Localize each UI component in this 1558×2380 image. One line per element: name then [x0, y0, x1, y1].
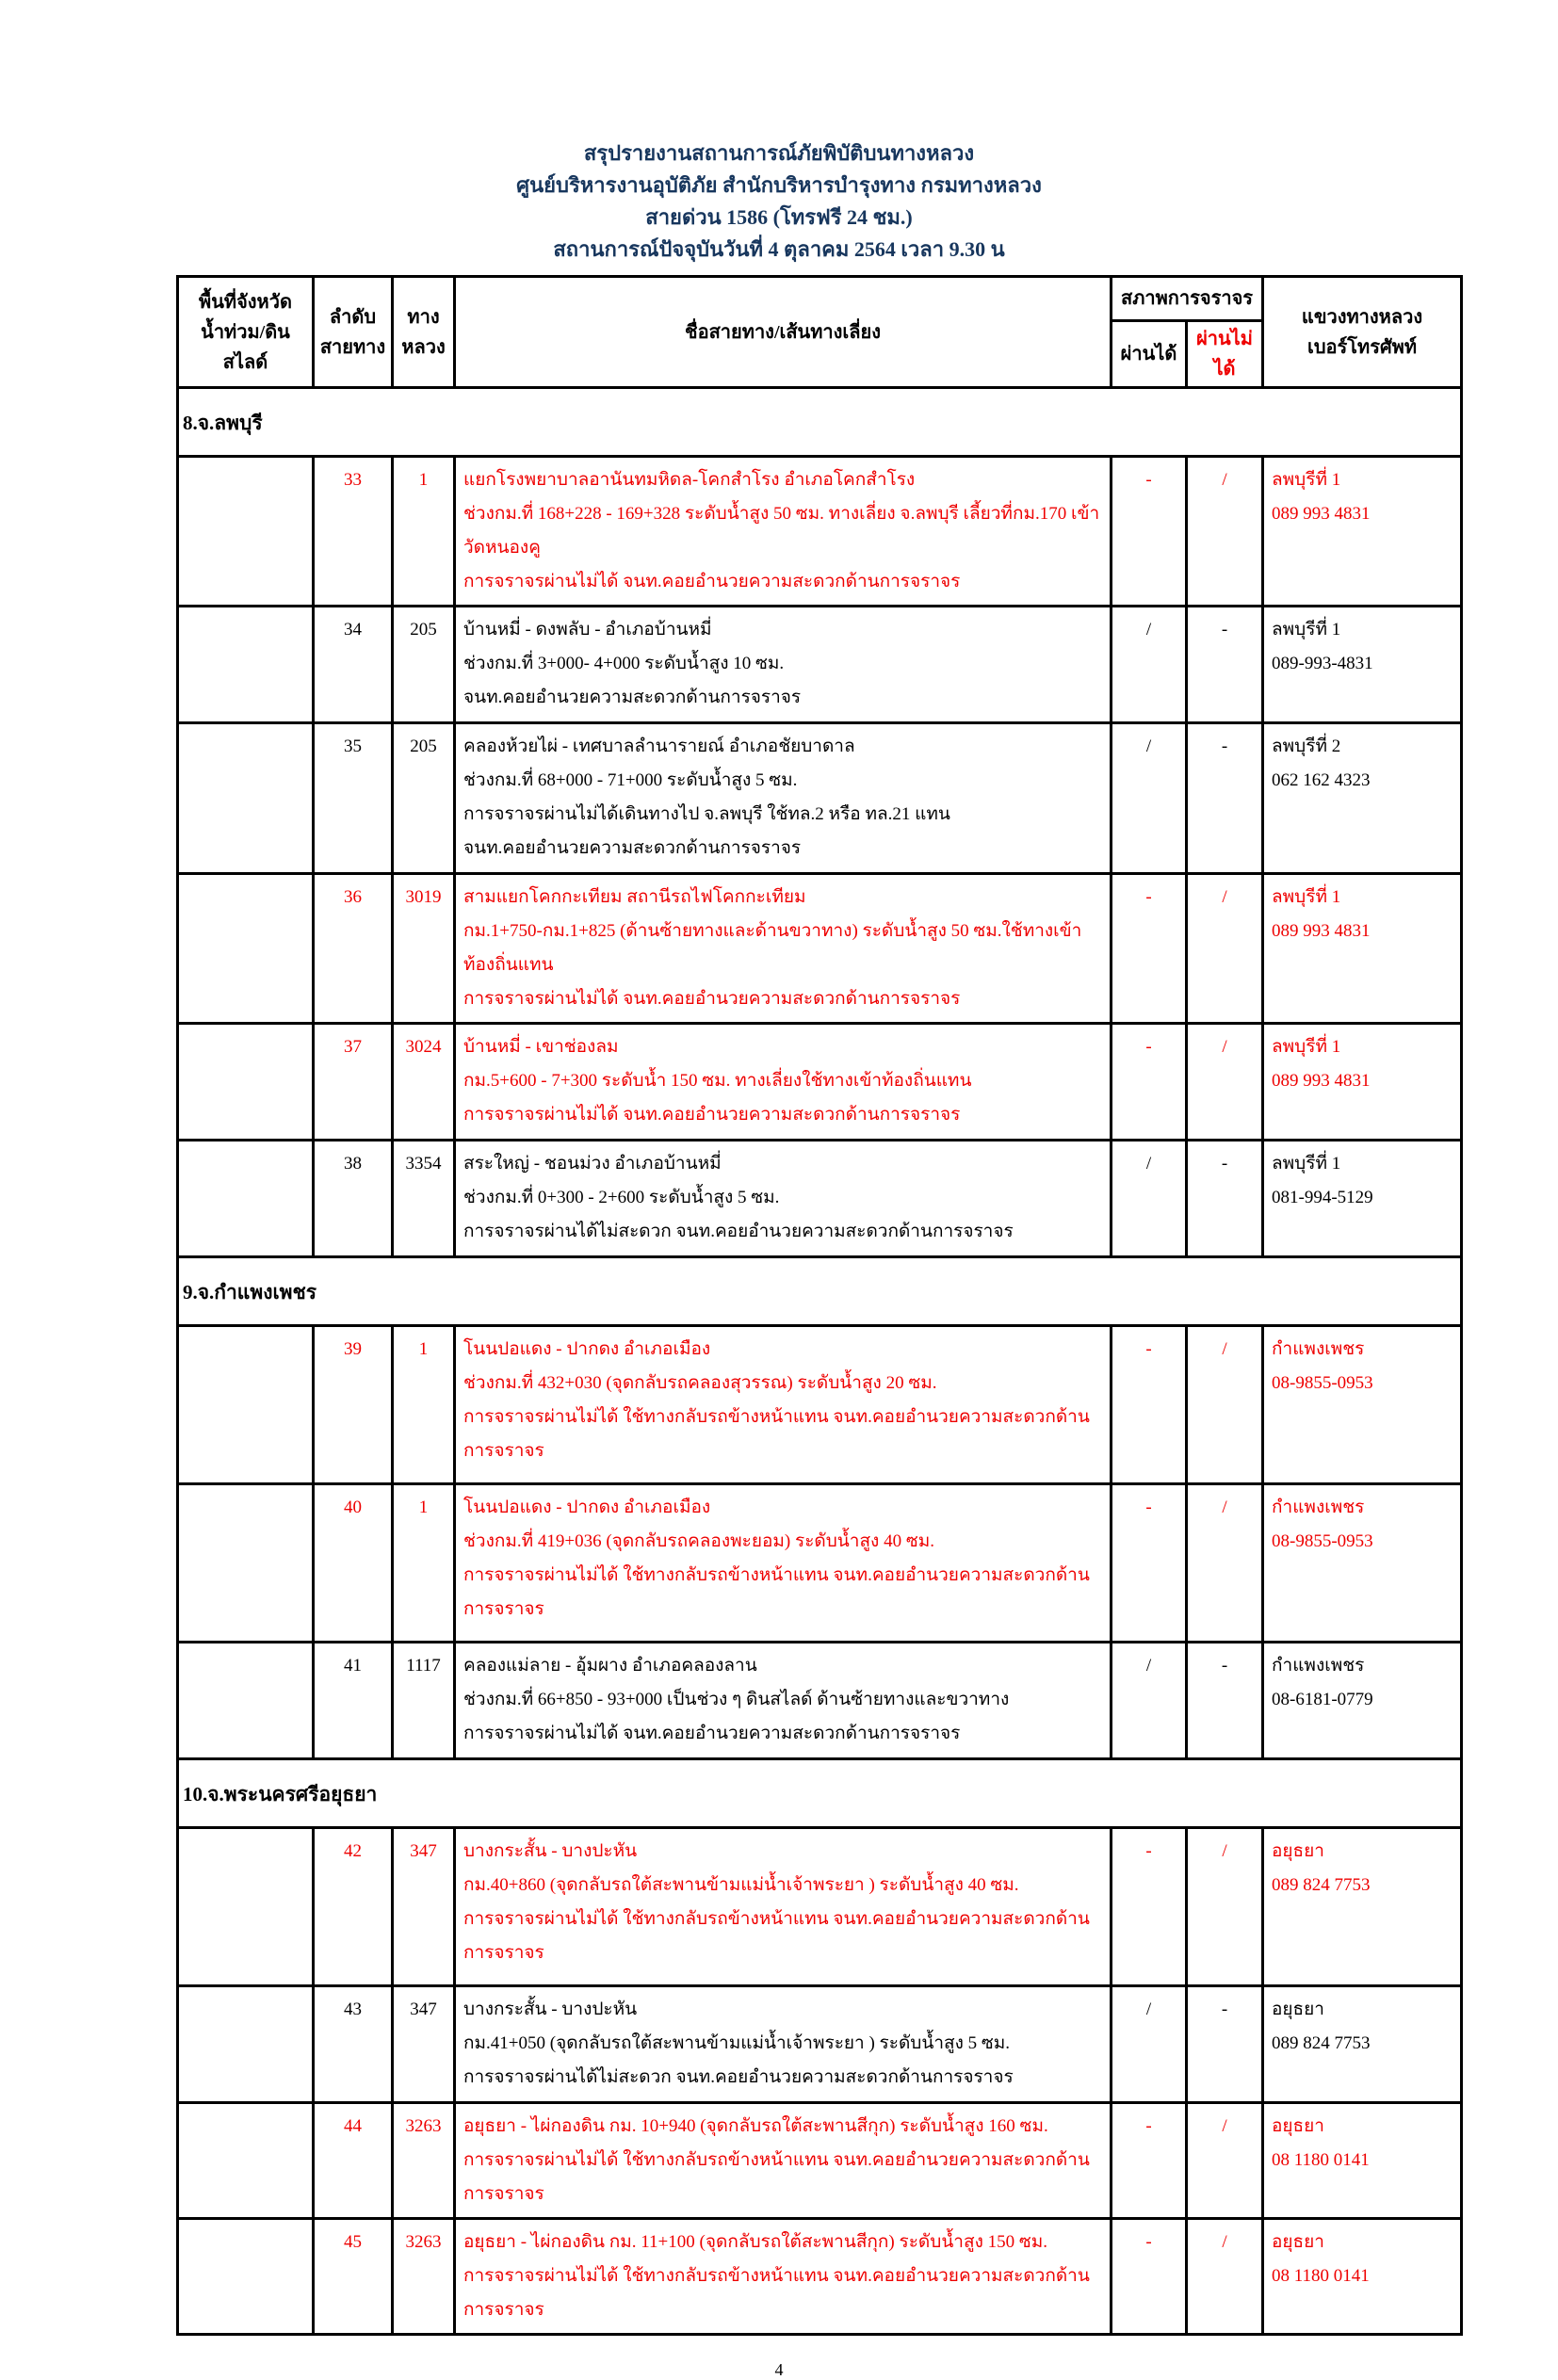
district-cell	[1263, 2103, 1462, 2219]
table-row	[178, 1484, 1462, 1643]
sequence-cell	[314, 1326, 393, 1484]
route-line: บางกระสั้น - บางปะหัน	[463, 2000, 638, 2019]
col-header-traffic-group: สภาพการจราจร	[1112, 277, 1263, 321]
passable-mark: -	[1145, 1037, 1152, 1057]
district-name: กำแพงเพชร	[1272, 1656, 1365, 1676]
sequence-number: 36	[344, 887, 362, 907]
table-row	[178, 1828, 1462, 1986]
sequence-number: 39	[344, 1339, 362, 1359]
route-line: การจราจรผ่านได้ไม่สะดวก จนท.คอยอำนวยความสะดวกด้านการจราจร	[463, 2067, 1014, 2087]
district-cell	[1263, 1643, 1462, 1759]
route-line: การจราจรผ่านไม่ได้ จนท.คอยอำนวยความสะดวกด้านการจราจร	[463, 989, 961, 1009]
route-cell	[455, 874, 1112, 1024]
not-passable-cell	[1187, 874, 1263, 1024]
passable-cell	[1112, 1326, 1187, 1484]
passable-cell	[1112, 1986, 1187, 2103]
route-line: กม.41+050 (จุดกลับรถใต้สะพานข้ามแม่น้ำเจ้าพระยา ) ระดับน้ำสูง 5 ซม.	[463, 2033, 1011, 2053]
route-line: การจราจรผ่านไม่ได้ จนท.คอยอำนวยความสะดวกด้านการจราจร	[463, 1105, 961, 1125]
passable-cell	[1112, 607, 1187, 723]
route-line: ช่วงกม.ที่ 432+030 (จุดกลับรถคลองสุวรรณ) ระดับน้ำสูง 20 ซม.	[463, 1373, 937, 1393]
route-line: ช่วงกม.ที่ 419+036 (จุดกลับรถคลองพะยอม) ระดับน้ำสูง 40 ซม.	[463, 1531, 935, 1551]
district-name: ลพบุรีที่ 2	[1272, 737, 1341, 756]
route-line: อยุธยา - ไผ่กองดิน กม. 10+940 (จุดกลับรถใต้สะพานสีกุก) ระดับน้ำสูง 160 ซม.	[463, 2116, 1048, 2136]
col-header-seq	[314, 277, 393, 388]
highway-number: 205	[410, 620, 437, 640]
sequence-number: 35	[344, 737, 362, 756]
passable-cell	[1112, 1643, 1187, 1759]
route-line: กม.40+860 (จุดกลับรถใต้สะพานข้ามแม่น้ำเจ้าพระยา ) ระดับน้ำสูง 40 ซม.	[463, 1875, 1019, 1895]
district-name: ลพบุรีที่ 1	[1272, 887, 1341, 907]
highway-number: 347	[410, 1841, 437, 1861]
district-phone: 089-993-4831	[1272, 654, 1373, 673]
province-section-title: 10.จ.พระนครศรีอยุธยา	[178, 1759, 1462, 1828]
area-cell	[178, 457, 314, 607]
sequence-number: 43	[344, 2000, 362, 2019]
route-line: บางกระสั้น - บางปะหัน	[463, 1841, 638, 1861]
province-section-title: 8.จ.ลพบุรี	[178, 388, 1462, 457]
passable-cell	[1112, 1141, 1187, 1257]
area-cell	[178, 1024, 314, 1141]
sequence-cell	[314, 2219, 393, 2335]
col-header-seq-line2: สายทาง	[319, 336, 386, 358]
table-row	[178, 2103, 1462, 2219]
highway-cell	[393, 1986, 455, 2103]
route-line: สระใหญ่ - ชอนม่วง อำเภอบ้านหมี่	[463, 1154, 722, 1174]
highway-number: 1117	[406, 1656, 441, 1676]
highway-cell	[393, 1828, 455, 1986]
report-title: สรุปรายงานสถานการณ์ภัยพิบัติบนทางหลวง	[583, 141, 975, 165]
col-header-area-line1: พื้นที่จังหวัด	[199, 291, 292, 313]
report-hotline: สายด่วน 1586 (โทรฟรี 24 ชม.)	[645, 205, 913, 229]
passable-cell	[1112, 457, 1187, 607]
table-row	[178, 457, 1462, 607]
route-line: แยกโรงพยาบาลอานันทมหิดล-โคกสำโรง อำเภอโคกสำโรง	[463, 470, 916, 490]
col-header-route: ชื่อสายทาง/เส้นทางเลี่ยง	[455, 277, 1112, 388]
table-row	[178, 1986, 1462, 2103]
area-cell	[178, 1986, 314, 2103]
passable-mark: /	[1145, 1656, 1152, 1676]
passable-cell	[1112, 2103, 1187, 2219]
area-cell	[178, 607, 314, 723]
route-line: ช่วงกม.ที่ 3+000- 4+000 ระดับน้ำสูง 10 ซม.	[463, 654, 785, 673]
highway-cell	[393, 1141, 455, 1257]
col-header-highway-line1: ทาง	[407, 306, 440, 328]
table-row	[178, 723, 1462, 874]
route-line: จนท.คอยอำนวยความสะดวกด้านการจราจร	[463, 688, 802, 707]
district-cell	[1263, 1484, 1462, 1643]
report-datetime: สถานการณ์ปัจจุบันวันที่ 4 ตุลาคม 2564 เวลา 9.30 น	[553, 237, 1005, 261]
report-subtitle-agency: ศูนย์บริหารงานอุบัติภัย สำนักบริหารบำรุงทาง กรมทางหลวง	[516, 173, 1042, 197]
not-passable-cell	[1187, 1141, 1263, 1257]
not-passable-mark: /	[1222, 470, 1227, 490]
route-cell	[455, 1024, 1112, 1141]
district-name: ลพบุรีที่ 1	[1272, 620, 1341, 640]
not-passable-cell	[1187, 723, 1263, 874]
passable-cell	[1112, 874, 1187, 1024]
area-cell	[178, 2219, 314, 2335]
district-phone: 08-6181-0779	[1272, 1690, 1373, 1709]
passable-mark: /	[1145, 737, 1152, 756]
province-section-row	[178, 1257, 1462, 1326]
district-name: อยุธยา	[1272, 2116, 1324, 2136]
district-cell	[1263, 1326, 1462, 1484]
highway-cell	[393, 1484, 455, 1643]
route-line: โนนปอแดง - ปากดง อำเภอเมือง	[463, 1498, 711, 1517]
district-name: อยุธยา	[1272, 2232, 1324, 2252]
col-header-highway	[393, 277, 455, 388]
sequence-number: 37	[344, 1037, 362, 1057]
not-passable-mark: /	[1222, 1037, 1227, 1057]
not-passable-mark: -	[1221, 737, 1228, 756]
province-section-title: 9.จ.กำแพงเพชร	[178, 1257, 1462, 1326]
not-passable-mark: /	[1222, 887, 1227, 907]
area-cell	[178, 1141, 314, 1257]
district-phone: 081-994-5129	[1272, 1188, 1373, 1207]
route-line: การจราจรผ่านไม่ได้เดินทางไป จ.ลพบุรี ใช้ทล.2 หรือ ทล.21 แทน	[463, 804, 950, 824]
table-body	[178, 388, 1462, 2335]
highway-number: 3263	[405, 2232, 442, 2252]
district-phone: 089 993 4831	[1272, 504, 1371, 524]
route-line: อยุธยา - ไผ่กองดิน กม. 11+100 (จุดกลับรถใต้สะพานสีกุก) ระดับน้ำสูง 150 ซม.	[463, 2232, 1048, 2252]
passable-cell	[1112, 723, 1187, 874]
page-number: 4	[774, 2360, 784, 2379]
route-cell	[455, 723, 1112, 874]
district-cell	[1263, 457, 1462, 607]
highway-number: 1	[418, 1339, 429, 1359]
sequence-cell	[314, 457, 393, 607]
district-name: ลพบุรีที่ 1	[1272, 1037, 1341, 1057]
col-header-area-line2: น้ำท่วม/ดินสไลด์	[201, 321, 290, 373]
highway-cell	[393, 874, 455, 1024]
district-phone: 08-9855-0953	[1272, 1373, 1373, 1393]
route-line: การจราจรผ่านไม่ได้ ใช้ทางกลับรถข้างหน้าแทน จนท.คอยอำนวยความสะดวกด้านการจราจร	[463, 1565, 1090, 1619]
district-phone: 062 162 4323	[1272, 770, 1371, 790]
route-cell	[455, 1643, 1112, 1759]
highway-cell	[393, 607, 455, 723]
not-passable-mark: /	[1222, 2116, 1227, 2136]
not-passable-cell	[1187, 1986, 1263, 2103]
route-line: บ้านหมี่ - เขาช่องลม	[463, 1037, 619, 1057]
sequence-cell	[314, 1484, 393, 1643]
sequence-cell	[314, 1986, 393, 2103]
district-name: กำแพงเพชร	[1272, 1498, 1365, 1517]
route-line: การจราจรผ่านไม่ได้ จนท.คอยอำนวยความสะดวกด้านการจราจร	[463, 572, 961, 591]
highway-number: 347	[410, 2000, 437, 2019]
table-row	[178, 1141, 1462, 1257]
district-phone: 089 824 7753	[1272, 2033, 1371, 2053]
report-table	[176, 275, 1463, 2336]
highway-cell	[393, 1024, 455, 1141]
highway-cell	[393, 1326, 455, 1484]
table-header	[178, 277, 1462, 388]
sequence-cell	[314, 1141, 393, 1257]
route-line: ช่วงกม.ที่ 168+228 - 169+328 ระดับน้ำสูง 50 ซม. ทางเลี่ยง จ.ลพบุรี เลี้ยวที่กม.170 เข้าวัดหนองคู	[463, 504, 1100, 558]
table-row	[178, 1326, 1462, 1484]
district-cell	[1263, 723, 1462, 874]
district-cell	[1263, 2219, 1462, 2335]
route-line: โนนปอแดง - ปากดง อำเภอเมือง	[463, 1339, 711, 1359]
not-passable-mark: -	[1221, 620, 1228, 640]
not-passable-cell	[1187, 1484, 1263, 1643]
col-header-seq-line1: ลำดับ	[329, 306, 377, 328]
sequence-cell	[314, 1828, 393, 1986]
route-line: คลองแม่ลาย - อุ้มผาง อำเภอคลองลาน	[463, 1656, 757, 1676]
province-section-row	[178, 388, 1462, 457]
not-passable-mark: /	[1222, 1841, 1227, 1861]
col-header-district-line2: เบอร์โทรศัพท์	[1307, 336, 1418, 358]
not-passable-mark: -	[1221, 2000, 1228, 2019]
district-phone: 089 993 4831	[1272, 921, 1371, 941]
district-cell	[1263, 1986, 1462, 2103]
passable-cell	[1112, 2219, 1187, 2335]
area-cell	[178, 723, 314, 874]
area-cell	[178, 2103, 314, 2219]
sequence-number: 34	[344, 620, 362, 640]
sequence-cell	[314, 874, 393, 1024]
district-name: อยุธยา	[1272, 2000, 1324, 2019]
passable-mark: -	[1145, 2232, 1152, 2252]
highway-number: 3024	[405, 1037, 442, 1057]
province-section-row	[178, 1759, 1462, 1828]
not-passable-cell	[1187, 2103, 1263, 2219]
route-line: กม.1+750-กม.1+825 (ด้านซ้ายทางและด้านขวาทาง) ระดับน้ำสูง 50 ซม.ใช้ทางเข้าท้องถิ่นแทน	[463, 921, 1082, 975]
district-name: กำแพงเพชร	[1272, 1339, 1365, 1359]
highway-cell	[393, 2103, 455, 2219]
sequence-number: 45	[344, 2232, 362, 2252]
highway-number: 205	[410, 737, 437, 756]
area-cell	[178, 1326, 314, 1484]
not-passable-mark: /	[1222, 2232, 1227, 2252]
table-row	[178, 1024, 1462, 1141]
district-cell	[1263, 607, 1462, 723]
table-row	[178, 607, 1462, 723]
col-header-not-passable: ผ่านไม่ได้	[1187, 321, 1263, 388]
route-cell	[455, 1141, 1112, 1257]
highway-cell	[393, 1643, 455, 1759]
passable-mark: -	[1145, 1498, 1152, 1517]
passable-mark: -	[1145, 887, 1152, 907]
highway-number: 1	[418, 1498, 429, 1517]
col-header-highway-line2: หลวง	[401, 336, 446, 358]
route-line: การจราจรผ่านไม่ได้ จนท.คอยอำนวยความสะดวกด้านการจราจร	[463, 1724, 961, 1743]
district-cell	[1263, 1828, 1462, 1986]
route-line: การจราจรผ่านไม่ได้ ใช้ทางกลับรถข้างหน้าแทน จนท.คอยอำนวยความสะดวกด้านการจราจร	[463, 2266, 1090, 2320]
route-line: การจราจรผ่านไม่ได้ ใช้ทางกลับรถข้างหน้าแทน จนท.คอยอำนวยความสะดวกด้านการจราจร	[463, 2150, 1090, 2204]
district-phone: 089 993 4831	[1272, 1071, 1371, 1091]
district-name: ลพบุรีที่ 1	[1272, 1154, 1341, 1174]
route-line: ช่วงกม.ที่ 66+850 - 93+000 เป็นช่วง ๆ ดินสไลด์ ด้านซ้ายทางและขวาทาง	[463, 1690, 1010, 1709]
passable-mark: /	[1145, 1154, 1152, 1174]
route-line: กม.5+600 - 7+300 ระดับน้ำ 150 ซม. ทางเลี่ยงใช้ทางเข้าท้องถิ่นแทน	[463, 1071, 972, 1091]
route-cell	[455, 457, 1112, 607]
area-cell	[178, 1484, 314, 1643]
not-passable-mark: -	[1221, 1154, 1228, 1174]
sequence-cell	[314, 2103, 393, 2219]
district-name: อยุธยา	[1272, 1841, 1324, 1861]
route-line: คลองห้วยไผ่ - เทศบาลลำนารายณ์ อำเภอชัยบาดาล	[463, 737, 855, 756]
sequence-number: 42	[344, 1841, 362, 1861]
area-cell	[178, 1643, 314, 1759]
route-line: ช่วงกม.ที่ 0+300 - 2+600 ระดับน้ำสูง 5 ซม.	[463, 1188, 780, 1207]
highway-cell	[393, 723, 455, 874]
sequence-number: 41	[344, 1656, 362, 1676]
district-cell	[1263, 874, 1462, 1024]
highway-number: 3354	[405, 1154, 442, 1174]
route-line: การจราจรผ่านไม่ได้ ใช้ทางกลับรถข้างหน้าแทน จนท.คอยอำนวยความสะดวกด้านการจราจร	[463, 1909, 1090, 1963]
route-cell	[455, 1484, 1112, 1643]
route-line: ช่วงกม.ที่ 68+000 - 71+000 ระดับน้ำสูง 5 ซม.	[463, 770, 798, 790]
route-line: การจราจรผ่านได้ไม่สะดวก จนท.คอยอำนวยความสะดวกด้านการจราจร	[463, 1222, 1014, 1241]
sequence-number: 38	[344, 1154, 362, 1174]
not-passable-mark: /	[1222, 1498, 1227, 1517]
district-name: ลพบุรีที่ 1	[1272, 470, 1341, 490]
not-passable-cell	[1187, 457, 1263, 607]
district-phone: 08 1180 0141	[1272, 2266, 1370, 2286]
sequence-cell	[314, 607, 393, 723]
highway-number: 3263	[405, 2116, 442, 2136]
passable-mark: -	[1145, 470, 1152, 490]
sequence-number: 33	[344, 470, 362, 490]
not-passable-cell	[1187, 1326, 1263, 1484]
route-cell	[455, 607, 1112, 723]
route-cell	[455, 2103, 1112, 2219]
district-phone: 08 1180 0141	[1272, 2150, 1370, 2170]
col-header-district	[1263, 277, 1462, 388]
not-passable-cell	[1187, 1643, 1263, 1759]
not-passable-mark: -	[1221, 1656, 1228, 1676]
route-cell	[455, 2219, 1112, 2335]
table-row	[178, 1643, 1462, 1759]
route-line: จนท.คอยอำนวยความสะดวกด้านการจราจร	[463, 838, 802, 858]
sequence-cell	[314, 1024, 393, 1141]
col-header-passable: ผ่านได้	[1112, 321, 1187, 388]
sequence-number: 40	[344, 1498, 362, 1517]
not-passable-cell	[1187, 2219, 1263, 2335]
passable-mark: -	[1145, 1841, 1152, 1861]
route-cell	[455, 1326, 1112, 1484]
not-passable-cell	[1187, 1024, 1263, 1141]
passable-cell	[1112, 1484, 1187, 1643]
passable-mark: /	[1145, 2000, 1152, 2019]
sequence-cell	[314, 1643, 393, 1759]
route-line: การจราจรผ่านไม่ได้ ใช้ทางกลับรถข้างหน้าแทน จนท.คอยอำนวยความสะดวกด้านการจราจร	[463, 1407, 1090, 1461]
col-header-area	[178, 277, 314, 388]
passable-cell	[1112, 1024, 1187, 1141]
passable-mark: /	[1145, 620, 1152, 640]
not-passable-cell	[1187, 1828, 1263, 1986]
table-row	[178, 2219, 1462, 2335]
highway-number: 3019	[405, 887, 442, 907]
passable-mark: -	[1145, 1339, 1152, 1359]
district-cell	[1263, 1141, 1462, 1257]
route-cell	[455, 1986, 1112, 2103]
area-cell	[178, 1828, 314, 1986]
highway-number: 1	[418, 470, 429, 490]
route-line: บ้านหมี่ - ดงพลับ - อำเภอบ้านหมี่	[463, 620, 712, 640]
col-header-district-line1: แขวงทางหลวง	[1301, 306, 1423, 328]
document-header	[0, 0, 1558, 266]
passable-mark: -	[1145, 2116, 1152, 2136]
sequence-number: 44	[344, 2116, 362, 2136]
highway-cell	[393, 2219, 455, 2335]
not-passable-mark: /	[1222, 1339, 1227, 1359]
route-line: สามแยกโคกกะเทียม สถานีรถไฟโคกกะเทียม	[463, 887, 806, 907]
route-cell	[455, 1828, 1112, 1986]
not-passable-cell	[1187, 607, 1263, 723]
sequence-cell	[314, 723, 393, 874]
passable-cell	[1112, 1828, 1187, 1986]
district-phone: 08-9855-0953	[1272, 1531, 1373, 1551]
highway-cell	[393, 457, 455, 607]
district-cell	[1263, 1024, 1462, 1141]
table-row	[178, 874, 1462, 1024]
district-phone: 089 824 7753	[1272, 1875, 1371, 1895]
area-cell	[178, 874, 314, 1024]
